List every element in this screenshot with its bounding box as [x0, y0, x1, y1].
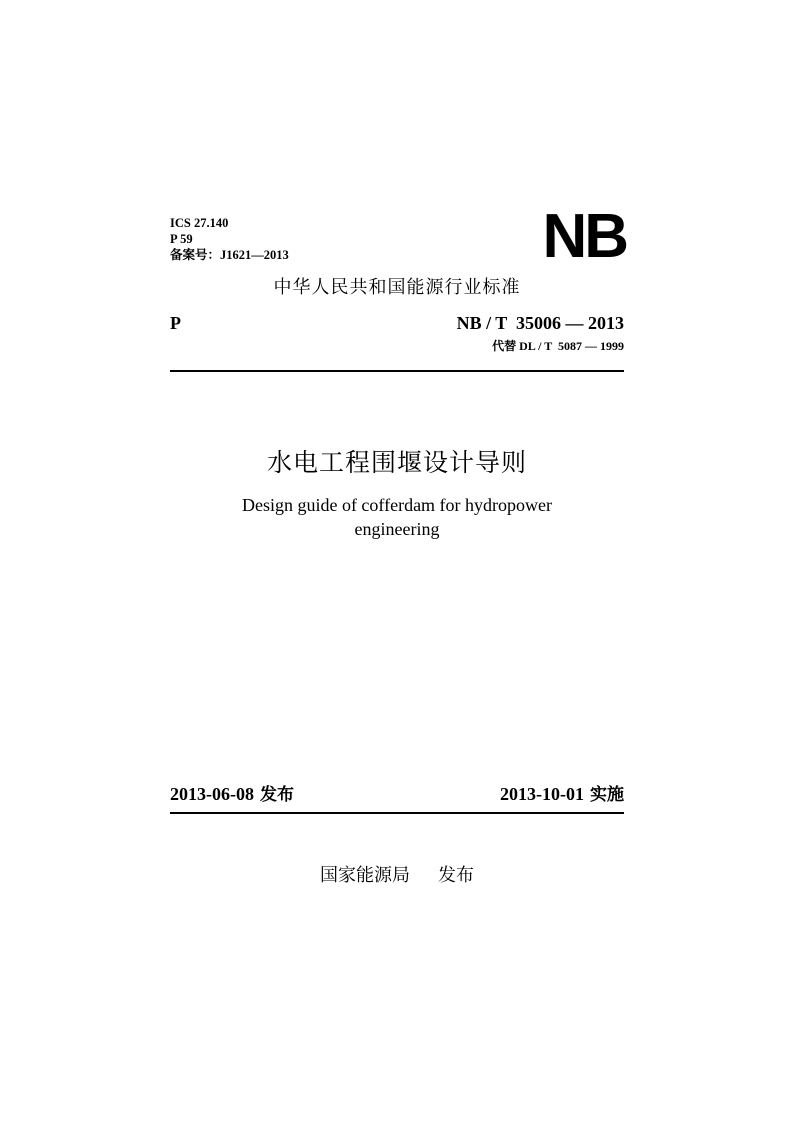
publisher-action: 发布	[438, 865, 474, 886]
issue-date: 2013-06-08	[170, 784, 254, 804]
nb-logo: NB	[542, 202, 626, 271]
title-english-line2: engineering	[354, 519, 440, 539]
footer-divider	[170, 812, 624, 814]
classification-code: P 59	[170, 232, 193, 246]
replaces-standard: 代替 DL / T 5087 — 1999	[492, 339, 624, 353]
issue-date-block	[170, 782, 294, 807]
implementation-date: 2013-10-01	[500, 784, 584, 804]
implementation-date-block	[500, 782, 624, 807]
implementation-label: 实施	[590, 785, 624, 805]
standard-type: 中华人民共和国能源行业标准	[273, 277, 521, 298]
title-chinese: 水电工程围堰设计导则	[266, 448, 527, 477]
issue-label: 发布	[260, 785, 294, 805]
standard-number: NB / T 35006 — 2013	[456, 313, 624, 333]
title-english-line1: Design guide of cofferdam for hydropower	[241, 495, 553, 515]
publisher-name: 国家能源局	[320, 865, 410, 886]
filing-number: 备案号：J1621—2013	[170, 248, 289, 262]
header-divider	[170, 370, 624, 372]
publisher-line	[0, 864, 794, 888]
category-letter: P	[170, 313, 181, 333]
ics-code: ICS 27.140	[170, 216, 229, 230]
